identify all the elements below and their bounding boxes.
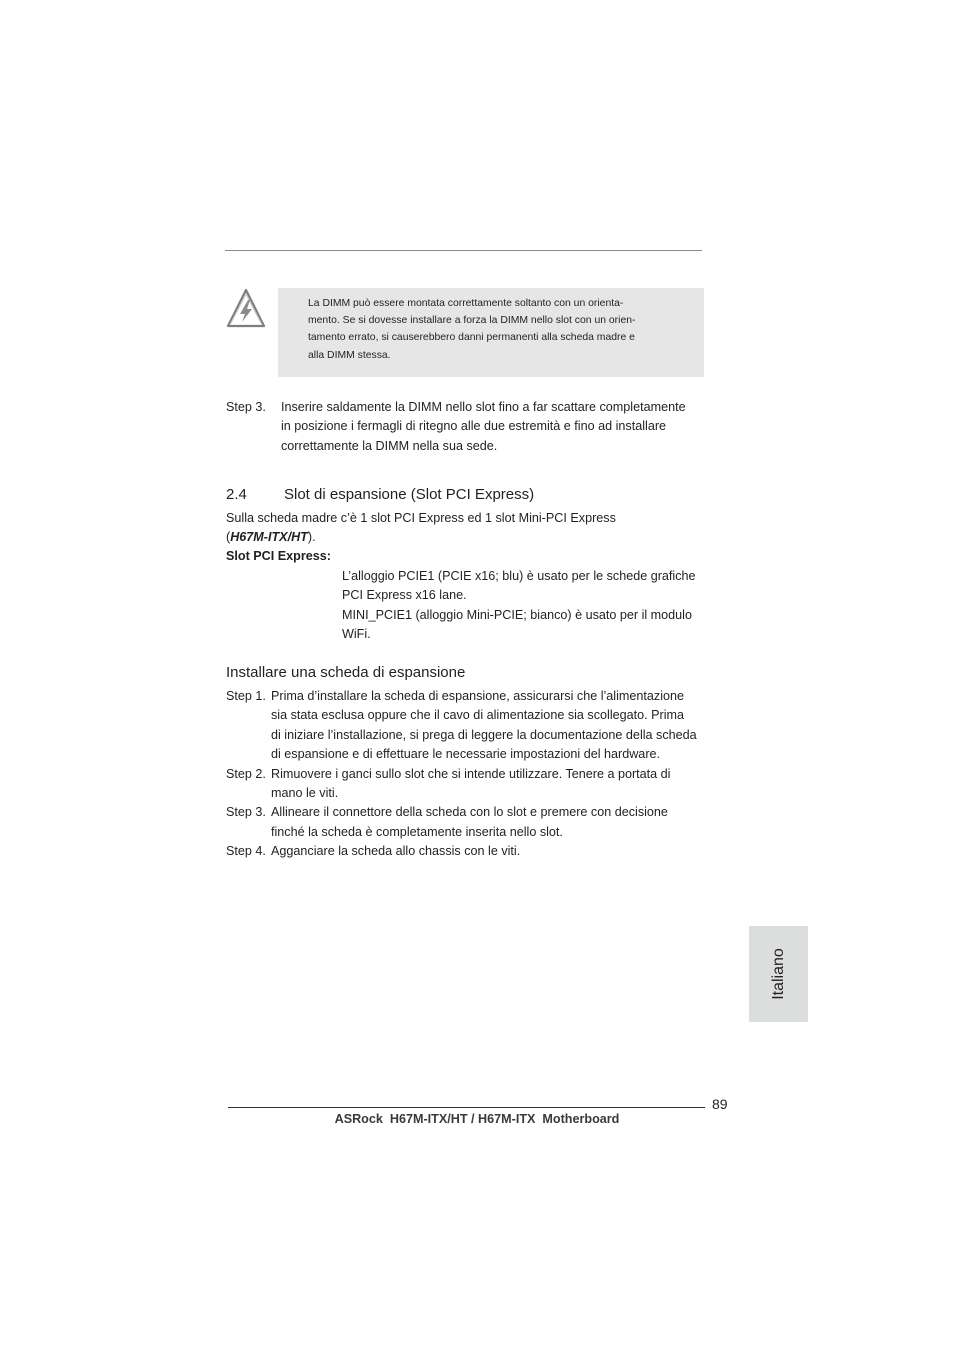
section-intro	[226, 509, 616, 548]
pci-line: L’alloggio PCIE1 (PCIE x16; blu) è usato per le schede grafiche	[342, 569, 696, 583]
note-line: alla DIMM stessa.	[308, 349, 391, 361]
install-step	[226, 765, 706, 804]
step-line: Prima d’installare la scheda di espansione, assicurarsi che l’alimentazione	[271, 689, 685, 703]
model-name: H67M-ITX/HT	[230, 530, 308, 545]
install-step	[226, 803, 706, 842]
install-step	[226, 842, 706, 861]
install-steps	[226, 687, 706, 862]
dimm-step-line: Inserire saldamente la DIMM nello slot fino a far scattare completamente	[281, 400, 686, 414]
footer-rule	[228, 1107, 705, 1108]
pci-line: MINI_PCIE1 (alloggio Mini-PCIE; bianco) è usato per il modulo	[342, 607, 692, 622]
step-line: finché la scheda è completamente inserita nello slot.	[271, 824, 563, 839]
note-line: La DIMM può essere montata correttamente soltanto con un orienta-	[308, 298, 624, 309]
install-heading: Installare una scheda di espansione	[226, 664, 466, 681]
step-line: Allineare il connettore della scheda con lo slot e premere con decisione	[271, 805, 668, 820]
language-tab-label: Italiano	[769, 948, 787, 1000]
note-line: tamento errato, si causerebbero danni permanenti alla scheda madre e	[308, 332, 635, 344]
note-line: mento. Se si dovesse installare a forza la DIMM nello slot con un orien-	[308, 315, 636, 327]
step-label: Step 1.	[226, 689, 266, 703]
pci-line: WiFi.	[342, 627, 371, 642]
page-number: 89	[712, 1096, 728, 1112]
step-label: Step 3.	[226, 805, 266, 820]
caution-note-text	[308, 295, 678, 364]
pci-line: PCI Express x16 lane.	[342, 588, 467, 603]
step-line: di iniziare l’installazione, si prega di leggere la documentazione della scheda	[271, 727, 697, 742]
install-step	[226, 687, 706, 765]
step-body	[271, 765, 706, 804]
intro-open-paren: (	[226, 530, 231, 545]
language-tab	[749, 926, 808, 1022]
warning-lightning-icon	[224, 287, 268, 329]
step-line: di espansione e di effettuare le necessarie impostazioni del hardware.	[271, 747, 661, 762]
intro-close-paren: ).	[307, 530, 316, 545]
step-line: Agganciare la scheda allo chassis con le viti.	[271, 844, 521, 859]
pci-express-description	[342, 567, 696, 645]
step-line: mano le viti.	[271, 786, 339, 801]
intro-line-2	[226, 528, 616, 547]
section-title: Slot di espansione (Slot PCI Express)	[284, 486, 535, 503]
step-line: Rimuovere i ganci sullo slot che si intende utilizzare. Tenere a portata di	[271, 766, 671, 781]
section-number: 2.4	[226, 486, 247, 503]
dimm-step-line: correttamente la DIMM nella sua sede.	[281, 438, 498, 453]
pci-express-label: Slot PCI Express:	[226, 549, 331, 563]
caution-note	[278, 288, 704, 377]
footer-title: ASRock H67M-ITX/HT / H67M-ITX Motherboard	[334, 1112, 620, 1126]
step-label: Step 2.	[226, 766, 266, 781]
intro-line: Sulla scheda madre c’è 1 slot PCI Express ed 1 slot Mini-PCI Express	[226, 511, 616, 525]
step-body	[271, 842, 706, 861]
step-label: Step 4.	[226, 844, 266, 859]
step-body	[271, 687, 706, 765]
dimm-step-label: Step 3.	[226, 400, 266, 414]
dimm-step-line: in posizione i fermagli di ritegno alle due estremità e fino ad installare	[281, 419, 667, 434]
step-body	[271, 803, 706, 842]
dimm-step-text	[281, 398, 686, 456]
header-rule	[225, 250, 702, 251]
step-line: sia stata esclusa oppure che il cavo di alimentazione sia scollegato. Prima	[271, 708, 685, 723]
